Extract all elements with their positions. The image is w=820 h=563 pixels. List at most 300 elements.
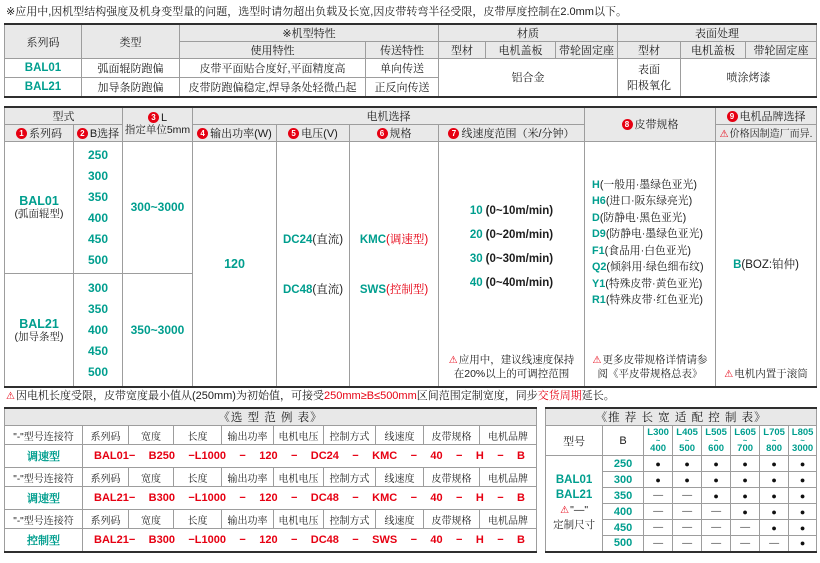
model-segment: 40: [430, 533, 443, 546]
model-segment: −: [410, 533, 418, 546]
b-option: 400: [87, 322, 109, 337]
column-header: 控制方式: [324, 510, 376, 529]
l-range-top: L605: [734, 427, 756, 438]
available-dot: ●: [731, 472, 760, 488]
power-value: 120: [193, 141, 277, 387]
index-badge: 8: [622, 119, 633, 130]
series-cell: [5, 141, 74, 273]
l-range-header: [702, 426, 731, 456]
l-range: 300~3000: [123, 141, 193, 273]
b-value: 500: [603, 536, 644, 552]
b-option: 450: [87, 343, 109, 358]
speed-note-line1: 应用中，建议线速度保持: [458, 354, 575, 366]
l-range-bottom: 600: [708, 443, 725, 454]
speed-value: 30: [469, 252, 483, 265]
model-segment: −: [290, 450, 298, 462]
model-segment: −: [456, 450, 463, 462]
belt-option: [592, 292, 714, 309]
model-segment: 120: [259, 533, 278, 546]
col-header-cover: 电机盖板: [681, 42, 746, 59]
available-dot: ●: [789, 456, 817, 472]
model-segment: KMC: [372, 492, 398, 504]
speed-label: 线速度范围（米/分钟）: [461, 127, 575, 140]
surface-profile-cell: [618, 59, 681, 97]
available-dot: ●: [673, 456, 702, 472]
example-header-row: [5, 468, 537, 487]
model-segment: −: [497, 450, 504, 462]
model-segment: B250: [148, 450, 175, 462]
model-segment: BAL21−: [94, 492, 136, 504]
belt-desc: (食品用·白色亚光): [604, 244, 691, 257]
brand-note-label: 电机内置于滚筒: [734, 367, 808, 380]
col-header-pulley: 带轮固定座: [746, 42, 817, 59]
model-segment: 40: [430, 450, 443, 462]
table-row: [5, 59, 817, 78]
belt-code: D9: [592, 228, 606, 241]
custom-dash: —: [673, 536, 702, 552]
col-header-series: [5, 124, 74, 141]
transfer-cell: 正反向传送: [366, 78, 439, 97]
belt-specs: [585, 141, 716, 387]
model-segment: −: [352, 450, 359, 462]
belt-desc: (防静电·黑色亚光): [599, 211, 687, 224]
l-range-bottom: 500: [679, 443, 696, 454]
column-header: 控制方式: [324, 426, 376, 445]
column-header: 长度: [174, 426, 222, 445]
series-name: (加导条型): [14, 330, 64, 343]
column-header: 皮带规格: [424, 468, 480, 487]
model-segment: −: [456, 492, 463, 504]
model-segment: −: [497, 533, 504, 546]
custom-dash: —: [644, 536, 673, 552]
brand-code: B: [733, 258, 742, 271]
series-code: BAL01: [19, 194, 59, 208]
belt-desc: (一般用·墨绿色亚光): [599, 178, 697, 191]
col-header-model: 型号: [546, 426, 603, 456]
column-header: 电机电压: [274, 510, 324, 529]
custom-dash: —: [702, 536, 731, 552]
index-badge: 7: [448, 128, 459, 139]
column-header: "-"型号连接符: [5, 468, 83, 487]
model-segment: B: [517, 533, 525, 546]
spec-option: [360, 231, 428, 247]
available-dot: ●: [789, 488, 817, 504]
brand-option: [717, 256, 815, 272]
group-header-model: 型式: [5, 107, 123, 125]
column-header: 输出功率: [222, 468, 274, 487]
spec-table: [4, 23, 817, 98]
index-badge: 4: [197, 128, 208, 139]
speed-value: 40: [469, 276, 483, 289]
b-range-highlight: 250mm≥B≤500mm: [323, 390, 417, 402]
model-segment: −: [410, 450, 418, 462]
belt-option: [592, 243, 714, 260]
brand-price-note: [716, 124, 817, 141]
index-badge: 2: [77, 128, 88, 139]
model-segment: −: [456, 533, 463, 546]
model-segment: −: [239, 492, 246, 504]
series-code: BAL21: [5, 78, 82, 97]
l-range-header: [789, 426, 817, 456]
transfer-cell: 单向传送: [366, 59, 439, 78]
spec-label: 规格: [389, 127, 412, 140]
available-dot: ●: [760, 456, 789, 472]
model-segment: −: [352, 492, 359, 504]
b-option: 450: [87, 231, 109, 246]
column-header: 电机品牌: [480, 510, 537, 529]
l-range: 350~3000: [123, 273, 193, 387]
model-segments: [84, 492, 535, 504]
column-header: 线速度: [376, 510, 424, 529]
column-header: "-"型号连接符: [5, 510, 83, 529]
column-header: 控制方式: [324, 468, 376, 487]
index-badge: 3: [148, 112, 159, 123]
voltage-desc: (直流): [312, 283, 344, 296]
spec-desc: (控制型): [386, 283, 429, 296]
col-header-type: 类型: [82, 24, 180, 59]
b-options: [74, 141, 123, 273]
custom-dash: —: [731, 520, 760, 536]
belt-note-line2: 阅《平皮带规格总表》: [597, 367, 703, 380]
model-segment: SWS: [372, 533, 398, 546]
model-table: [4, 106, 817, 389]
speed-value: 20: [469, 228, 483, 241]
example-header-row: [5, 510, 537, 529]
l-range-separator: ~: [655, 436, 661, 445]
col-header-power: [193, 124, 277, 141]
column-header: 输出功率: [222, 510, 274, 529]
b-option: 350: [87, 301, 109, 316]
l-range-separator: ~: [713, 436, 719, 445]
model-segment: BAL21−: [94, 533, 136, 546]
belt-option: [592, 210, 714, 227]
available-dot: ●: [760, 520, 789, 536]
series-label: 系列码: [29, 127, 62, 140]
l-range-bottom: 400: [650, 443, 667, 454]
model-segment: −: [352, 533, 359, 546]
spec-code: SWS: [359, 283, 387, 296]
b-option: 500: [87, 364, 109, 379]
model-segment: B: [517, 450, 525, 462]
example-data-row: [5, 487, 537, 510]
col-header-speed: [439, 124, 585, 141]
belt-option: [592, 226, 714, 243]
speed-value: 10: [469, 204, 483, 217]
belt-option: [592, 193, 714, 210]
group-header-material: 材质: [439, 24, 618, 42]
col-header-b: B: [603, 426, 644, 456]
l-range-header: [731, 426, 760, 456]
col-header-spec: [350, 124, 439, 141]
l-range-separator: ~: [684, 436, 690, 445]
type-cell: 加导条防跑偏: [82, 78, 180, 97]
model-segment: B300: [148, 533, 175, 546]
l-range-top: L805: [791, 427, 814, 438]
b-value: 300: [603, 472, 644, 488]
warning-icon: ⚠: [448, 355, 458, 366]
model-segment: DC24: [310, 450, 339, 462]
b-option: 400: [87, 210, 109, 225]
belt-note-line1: 更多皮带规格详情请参: [602, 354, 708, 366]
belt-desc: (特殊皮带·红色亚光): [605, 294, 703, 307]
voltage-desc: (直流): [312, 233, 344, 246]
model-segment: 120: [259, 450, 278, 462]
l-range-bottom: 800: [766, 443, 783, 454]
available-dot: ●: [789, 536, 817, 552]
series-name: (弧面辊型): [14, 208, 64, 220]
model-segment: −: [290, 492, 298, 504]
length-label: L: [160, 112, 168, 124]
fit-row: [546, 456, 817, 472]
l-range-top: L705: [763, 427, 785, 438]
model-segment: −: [290, 533, 298, 546]
index-badge: 6: [377, 128, 388, 139]
model-type: 调速型: [5, 445, 83, 468]
available-dot: ●: [789, 472, 817, 488]
voltage-code: DC48: [282, 283, 313, 296]
col-header-length: [123, 107, 193, 142]
l-range-top: L505: [705, 427, 727, 438]
belt-code: R1: [592, 294, 606, 307]
available-dot: ●: [731, 488, 760, 504]
b-value: 400: [603, 504, 644, 520]
available-dot: ●: [760, 504, 789, 520]
b-option: 500: [87, 252, 109, 267]
col-header-brand: [716, 107, 817, 125]
custom-dash: —: [731, 536, 760, 552]
custom-dash: —: [644, 504, 673, 520]
l-range-bottom: 700: [737, 443, 754, 454]
brand-note-label: 价格因制造厂而异.: [729, 129, 813, 140]
available-dot: ●: [702, 488, 731, 504]
warning-icon: ⚠: [719, 129, 729, 140]
belt-desc: (防静电·墨绿色亚光): [605, 228, 703, 241]
mid-note-text: 因电机长度受限，皮带宽度最小值从(250mm)为初始值，可接受: [15, 390, 324, 402]
available-dot: ●: [673, 472, 702, 488]
column-header: 线速度: [376, 468, 424, 487]
fit-table: [545, 407, 817, 553]
column-header: 宽度: [129, 426, 174, 445]
warning-icon: ⚠: [6, 391, 15, 402]
speed-option: [470, 277, 553, 289]
brand-label: 电机品牌选择: [739, 110, 806, 123]
model-segment: H: [475, 533, 484, 546]
available-dot: ●: [731, 456, 760, 472]
model-segment: 120: [259, 492, 278, 504]
column-header: "-"型号连接符: [5, 426, 83, 445]
col-header-b: [74, 124, 123, 141]
belt-code: D: [592, 211, 600, 224]
b-value: 250: [603, 456, 644, 472]
available-dot: ●: [789, 504, 817, 520]
brand-desc: (BOZ:铂仲): [741, 258, 799, 271]
speed-option: [470, 205, 553, 217]
column-header: 长度: [174, 468, 222, 487]
series-cell: [5, 273, 74, 387]
column-header: 电机电压: [274, 426, 324, 445]
belt-note: [587, 354, 713, 381]
type-cell: 弧面辊防跑偏: [82, 59, 180, 78]
belt-code: H: [592, 178, 600, 191]
l-range-separator: ~: [771, 436, 777, 445]
group-header-feature: ※机型特性: [180, 24, 439, 42]
speed-range-options: [439, 141, 585, 387]
available-dot: ●: [789, 520, 817, 536]
spec-option: [360, 281, 428, 297]
custom-dash: —: [644, 520, 673, 536]
voltage-option: [283, 281, 343, 297]
use-feature-cell: 皮带平面贴合度好,平面精度高: [180, 59, 366, 78]
top-note: ※应用中,因机型结构强度及机身变型量的问题，选型时请勿超出负载及长宽,因皮带转弯半径受限，皮带厚度控制在2.0mm以下。: [6, 6, 627, 18]
delivery-highlight: 交货周期: [537, 390, 582, 402]
col-header-cover: 电机盖板: [486, 42, 556, 59]
model-type: 调速型: [5, 487, 83, 510]
custom-dash: —: [760, 536, 789, 552]
custom-dash: —: [673, 520, 702, 536]
model-segment: 40: [430, 492, 443, 504]
column-header: 输出功率: [222, 426, 274, 445]
model-cell: [546, 456, 603, 552]
column-header: 电机品牌: [480, 468, 537, 487]
model-segments: [84, 534, 535, 546]
spec-desc: (调速型): [386, 233, 429, 246]
length-unit-label: 指定单位5mm: [124, 124, 191, 136]
model-string: [83, 445, 537, 468]
available-dot: ●: [760, 472, 789, 488]
custom-size-label: 定制尺寸: [553, 519, 596, 532]
series-code: BAL01: [5, 59, 82, 78]
available-dot: ●: [702, 456, 731, 472]
example-data-row: [5, 445, 537, 468]
column-header: 宽度: [129, 468, 174, 487]
spec-options: [350, 141, 439, 387]
model-segment: −L1000: [188, 533, 226, 546]
b-option: 350: [87, 189, 109, 204]
col-header-voltage: [277, 124, 350, 141]
custom-dash: —: [673, 488, 702, 504]
brand-note: [718, 368, 814, 382]
voltage-label: 电压(V): [301, 127, 338, 140]
col-header-belt: [585, 107, 716, 142]
material-cell: 铝合金: [439, 59, 618, 97]
model-segment: H: [475, 492, 484, 504]
model-segment: DC48: [310, 533, 339, 546]
speed-range: (0~30m/min): [485, 252, 554, 265]
example-header-row: [5, 426, 537, 445]
column-header: 系列码: [83, 426, 129, 445]
model-code: BAL21: [555, 489, 593, 502]
model-segment: H: [475, 450, 484, 462]
available-dot: ●: [644, 456, 673, 472]
belt-option: [592, 276, 714, 293]
available-dot: ●: [731, 504, 760, 520]
col-header-series: 系列码: [5, 24, 82, 59]
bottom-section: [4, 407, 816, 553]
power-label: 输出功率(W): [210, 127, 272, 140]
col-header-use: 使用特性: [180, 42, 366, 59]
model-string: [83, 487, 537, 510]
example-table-title: 《选 型 范 例 表》: [5, 408, 537, 426]
l-range-header: [673, 426, 702, 456]
motor-brand: [716, 141, 817, 387]
b-value: 450: [603, 520, 644, 536]
model-segment: −: [410, 492, 418, 504]
col-header-pulley: 带轮固定座: [556, 42, 618, 59]
column-header: 电机电压: [274, 468, 324, 487]
model-segment: B: [517, 492, 525, 504]
col-header-transfer: 传送特性: [366, 42, 439, 59]
model-segment: KMC: [372, 450, 398, 462]
column-header: 长度: [174, 510, 222, 529]
model-segment: B300: [148, 492, 175, 504]
b-label: B选择: [89, 127, 120, 140]
column-header: 皮带规格: [424, 426, 480, 445]
belt-desc: (特殊皮带·黄色亚光): [605, 277, 703, 290]
warning-icon: ⚠: [560, 505, 570, 517]
fit-table-title: 《推 荐 长 宽 适 配 控 制 表》: [546, 408, 817, 426]
belt-label: 皮带规格: [634, 119, 679, 131]
model-segments: [84, 450, 535, 462]
l-range-top: L405: [676, 427, 698, 438]
warning-icon: ⚠: [592, 355, 602, 366]
l-range-separator: ~: [742, 436, 748, 445]
belt-code: H6: [592, 195, 606, 208]
b-option: 250: [87, 147, 109, 162]
l-range-bottom: 3000: [792, 443, 814, 454]
custom-dash: —: [702, 504, 731, 520]
model-segment: −: [239, 533, 246, 546]
mid-note-text: 延长。: [581, 390, 615, 402]
l-range-top: L300: [647, 427, 669, 438]
speed-note-line2: 在20%以上的可调控范围: [453, 367, 570, 380]
surface-line1: 表面: [638, 64, 661, 77]
speed-range: (0~10m/min): [485, 204, 554, 217]
surface-paint-cell: 喷涂烤漆: [681, 59, 817, 97]
custom-dash: —: [673, 504, 702, 520]
custom-dash: —: [644, 488, 673, 504]
available-dot: ●: [644, 472, 673, 488]
belt-code: F1: [592, 244, 605, 257]
belt-code: Q2: [592, 261, 607, 274]
belt-desc: (倾斜用·绿色细布纹): [606, 261, 704, 274]
model-segment: −L1000: [188, 450, 226, 462]
l-range-separator: ~: [800, 436, 805, 445]
model-segment: −L1000: [188, 492, 226, 504]
available-dot: ●: [702, 472, 731, 488]
speed-range: (0~20m/min): [485, 228, 554, 241]
b-option: 300: [87, 168, 109, 183]
speed-option: [470, 229, 553, 241]
model-code: BAL01: [555, 474, 593, 487]
column-header: 线速度: [376, 426, 424, 445]
example-table: [4, 407, 537, 553]
available-dot: ●: [760, 488, 789, 504]
belt-option: [592, 177, 714, 194]
b-options: [74, 273, 123, 387]
voltage-option: [283, 231, 343, 247]
voltage-options: [277, 141, 350, 387]
column-header: 系列码: [83, 468, 129, 487]
mid-note: [6, 389, 816, 404]
l-range-header: [644, 426, 673, 456]
model-segment: BAL01−: [94, 450, 136, 462]
belt-desc: (进口·阪东绿亮光): [605, 195, 693, 208]
speed-range: (0~40m/min): [485, 276, 554, 289]
group-header-surface: 表面处理: [618, 24, 817, 42]
model-segment: −: [497, 492, 504, 504]
spec-code: KMC: [359, 233, 387, 246]
column-header: 皮带规格: [424, 510, 480, 529]
